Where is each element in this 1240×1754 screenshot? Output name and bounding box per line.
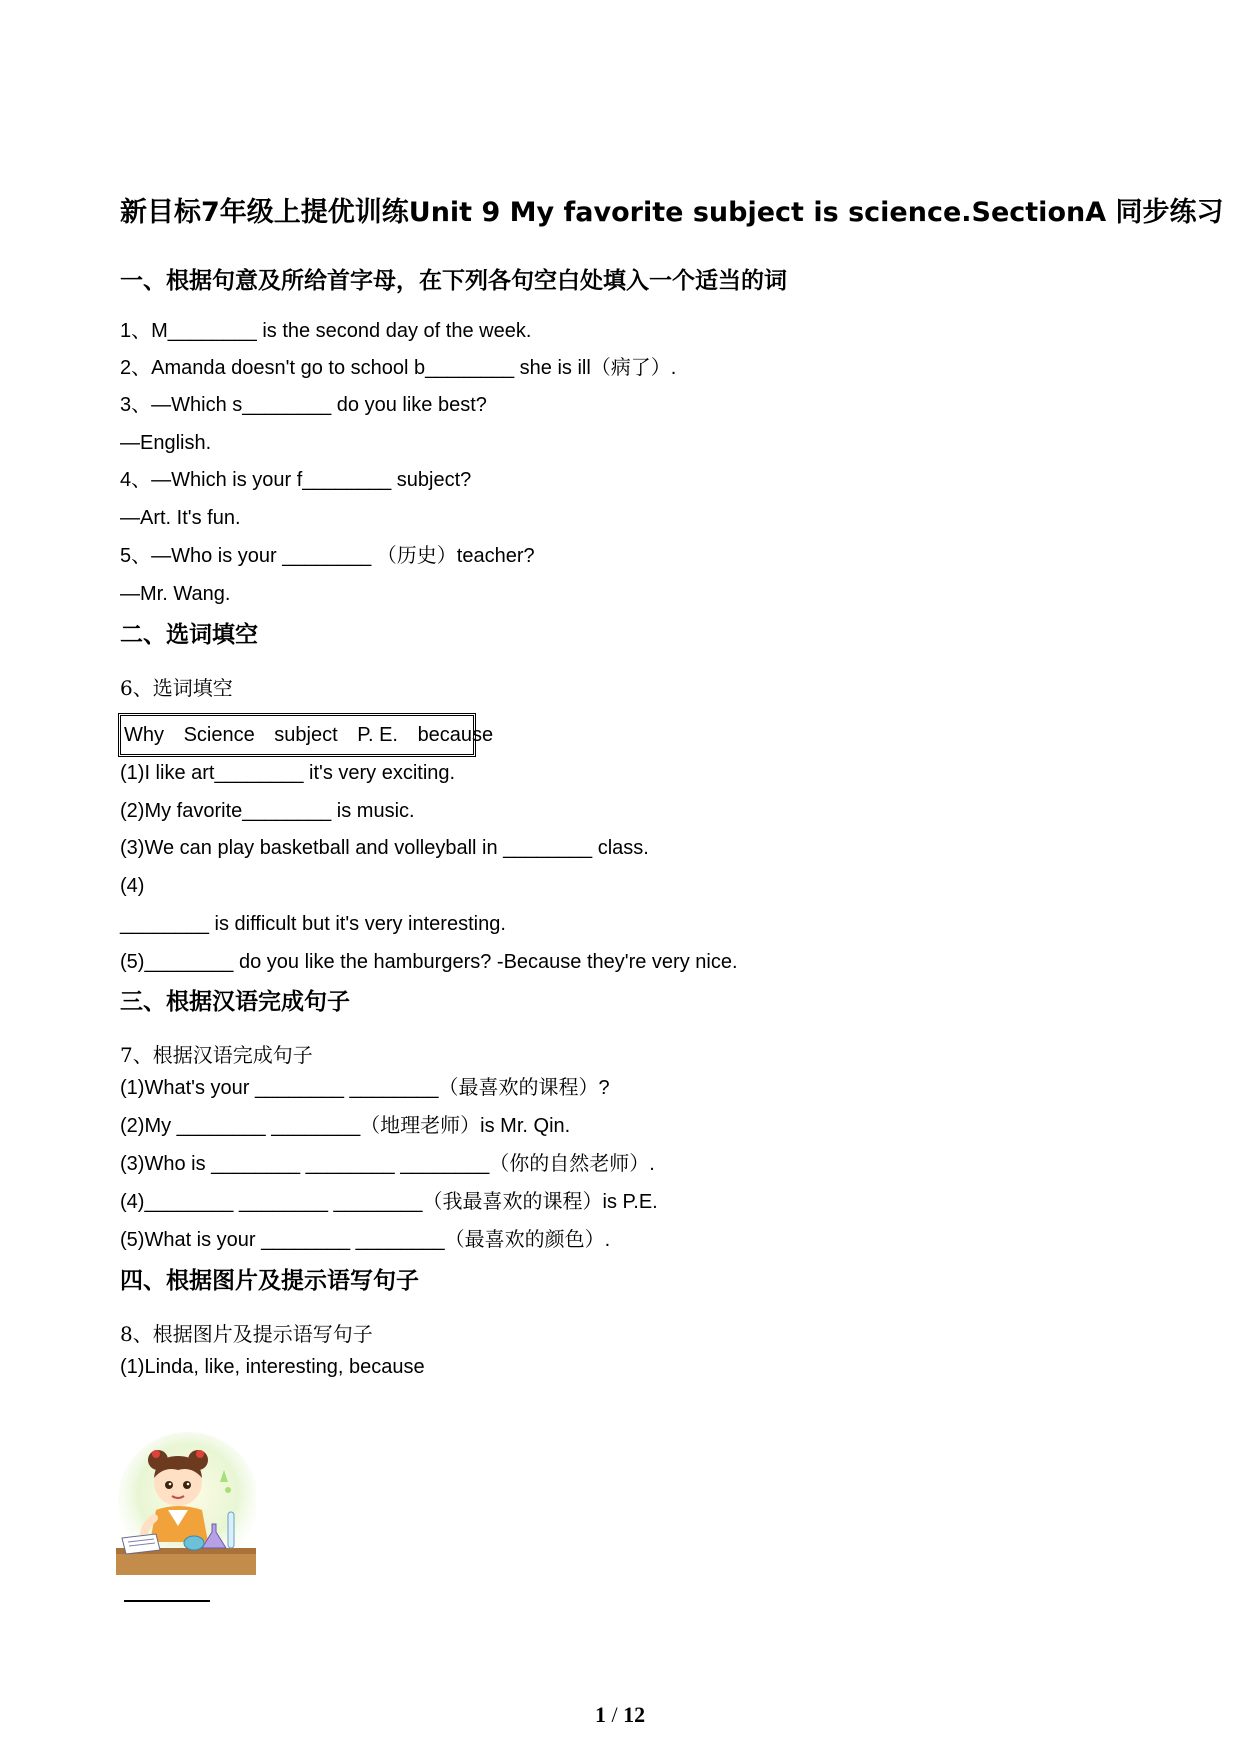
page-title: 新目标7年级上提优训练Unit 9 My favorite subject is science.SectionA 同步练习 (120, 197, 1224, 228)
answer-blank-line (124, 1598, 210, 1602)
answer-4: —Art. It's fun. (120, 507, 241, 529)
total-pages: 12 (623, 1702, 646, 1727)
word-bank-item: P. E. (357, 724, 398, 746)
page-separator: / (611, 1702, 618, 1727)
question-1: 1、M________ is the second day of the week. (120, 320, 532, 342)
question-6-4-number: (4) (120, 875, 145, 897)
question-8-heading: 8、根据图片及提示语写句子 (120, 1322, 373, 1346)
question-7-heading: 7、根据汉语完成句子 (120, 1043, 313, 1067)
question-6-heading: 6、选词填空 (120, 676, 233, 700)
word-bank-item: because (417, 724, 494, 746)
word-bank-box (118, 713, 494, 757)
answer-3: —English. (120, 432, 212, 454)
section-1-heading: 一、根据句意及所给首字母，在下列各句空白处填入一个适当的词 (120, 268, 787, 294)
current-page: 1 (594, 1702, 606, 1727)
girl-science-illustration (116, 1430, 256, 1575)
question-6-2: (2)My favorite________ is music. (120, 800, 415, 822)
word-bank-item: subject (274, 724, 338, 746)
question-6-5: (5)________ do you like the hamburgers? -Because they're very nice. (120, 951, 738, 973)
question-7-2: (2)My ________ ________（地理老师）is Mr. Qin. (120, 1115, 571, 1137)
question-7-5: (5)What is your ________ ________（最喜欢的颜色）. (120, 1229, 611, 1251)
question-6-3: (3)We can play basketball and volleyball in ________ class. (120, 837, 649, 859)
question-7-3: (3)Who is ________ ________ ________（你的自然老师）. (120, 1153, 655, 1175)
question-8-1: (1)Linda, like, interesting, because (120, 1356, 425, 1378)
answer-5: —Mr. Wang. (120, 583, 231, 605)
word-bank-item: Why (124, 724, 164, 746)
question-4: 4、—Which is your f________ subject? (120, 469, 472, 491)
section-2-heading: 二、选词填空 (120, 622, 258, 648)
question-3: 3、—Which s________ do you like best? (120, 394, 487, 416)
page-number (0, 1702, 1240, 1728)
section-3-heading: 三、根据汉语完成句子 (120, 989, 350, 1015)
question-2: 2、Amanda doesn't go to school b________ she is ill（病了）. (120, 357, 677, 379)
section-4-heading: 四、根据图片及提示语写句子 (120, 1268, 419, 1294)
question-5: 5、—Who is your ________ （历史）teacher? (120, 545, 535, 567)
word-bank-item: Science (183, 724, 255, 746)
question-7-4: (4)________ ________ ________（我最喜欢的课程）is P.E. (120, 1191, 658, 1213)
question-6-4: ________ is difficult but it's very interesting. (120, 913, 506, 935)
question-6-1: (1)I like art________ it's very exciting. (120, 762, 456, 784)
question-7-1: (1)What's your ________ ________（最喜欢的课程）? (120, 1077, 610, 1099)
